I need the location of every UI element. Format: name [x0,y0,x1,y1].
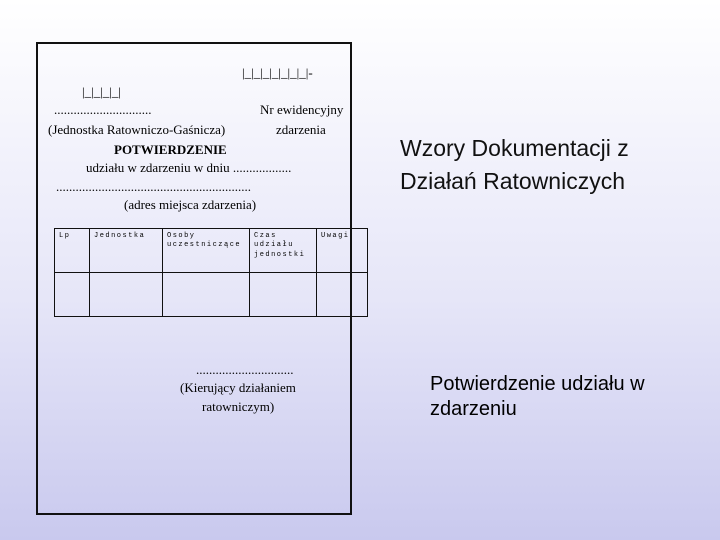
document-heading: POTWIERDZENIE [114,142,227,157]
cell-lp [55,273,90,317]
registration-boxes-top: |_|_|_|_|_|_|_|- [242,65,313,80]
cell-notes [317,273,368,317]
signature-label-1: (Kierujący działaniem [180,380,296,395]
participation-line: udziału w zdarzeniu w dniu .................. [86,160,292,175]
table-row [55,273,368,317]
cell-time [250,273,317,317]
address-dots: ............................................................ [56,179,251,194]
registration-boxes-left: |_|_|_|_| [82,84,122,99]
table-header-row [55,229,368,273]
slide-title: Wzory Dokumentacji z Działań Ratowniczych [400,135,629,194]
cell-persons [163,273,250,317]
slide-subtitle: Potwierdzenie udziału w zdarzeniu [430,373,645,420]
header-unit: Jednostka [90,229,163,273]
participation-table [54,228,368,317]
cell-unit [90,273,163,317]
signature-label-2: ratowniczym) [202,399,275,414]
address-label: (adres miejsca zdarzenia) [124,197,257,212]
registration-label-1: Nr ewidencyjny [260,102,344,117]
header-persons: Osoby uczestniczące [163,229,250,273]
registration-label-2: zdarzenia [276,122,326,137]
header-notes: Uwagi [317,229,368,273]
unit-dots: .............................. [54,102,152,117]
signature-dots: .............................. [196,362,294,377]
header-time: Czas udziału jednostki [250,229,317,273]
unit-label: (Jednostka Ratowniczo-Gaśnicza) [48,122,226,137]
header-lp: Lp [55,229,90,273]
